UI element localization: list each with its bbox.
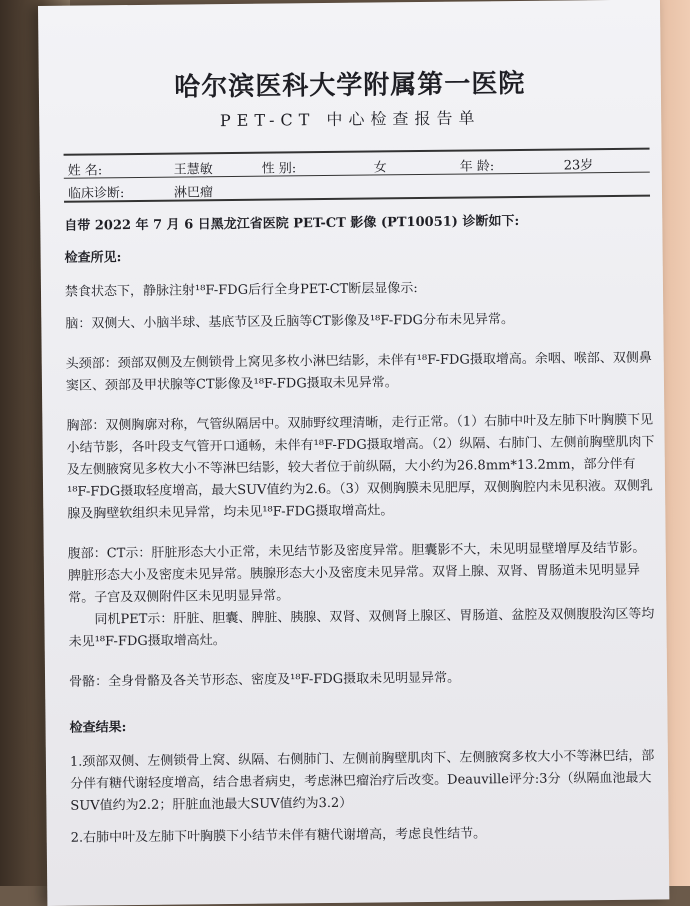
abdomen-pet-paragraph: 同机PET示：肝脏、胆囊、脾脏、胰腺、双肾、双侧肾上腺区、胃肠道、盆腔及双侧腹股沟区等均未见¹⁸F-FDG摄取增高灶。 xyxy=(68,606,655,650)
result-1: 1.颈部双侧、左侧锁骨上窝、纵隔、右侧肺门、左侧前胸壁肌肉下、左侧腋窝多枚大小不等淋巴结，部分伴有糖代谢轻度增高，结合患者病史，考虑淋巴瘤治疗后改变。Deauville评分:3分（纵隔血池最大SUV值约为2.2；肝脏血池最大SUV值约为3.2） xyxy=(69,748,655,814)
bone-paragraph: 骨骼：全身骨骼及各关节形态、密度及¹⁸F-FDG摄取未见明显异常。 xyxy=(69,670,461,690)
patient-gender: 女 xyxy=(373,160,387,176)
patient-info-table xyxy=(64,148,650,203)
fasting-paragraph: 禁食状态下，静脉注射¹⁸F-FDG后行全身PET-CT断层显像示: xyxy=(64,281,418,300)
abdomen-paragraph: 腹部：CT示：肝脏形态大小正常，未见结节影及密度异常。胆囊影不大，未见明显壁增厚及结节影。脾脏形态大小及密度未见异常。胰腺形态大小及密度未见异常。双肾上腺、双肾、胃肠道未见明显异常。子宫及双侧附件区未见明显异常。 xyxy=(67,540,646,606)
report-body xyxy=(64,210,659,860)
hospital-name: 哈尔滨医科大学附属第一医院 xyxy=(174,68,526,103)
results-heading: 检查结果: xyxy=(69,720,127,736)
brain-paragraph: 脑：双侧大、小脑半球、基底节区及丘脑等CT影像及¹⁸F-FDG分布未见异常。 xyxy=(65,312,515,332)
age-label: 年 龄: xyxy=(459,159,495,175)
patient-age: 23岁 xyxy=(563,158,594,174)
head-neck-paragraph: 头颈部：颈部双侧及左侧锁骨上窝见多枚小淋巴结影，未伴有¹⁸F-FDG摄取增高。余咽、喉部、双侧鼻窦区、颈部及甲状腺等CT影像及¹⁸F-FDG摄取未见异常。 xyxy=(65,350,652,394)
clinical-diagnosis: 淋巴瘤 xyxy=(173,185,214,201)
diagnosis-label: 临床诊断: xyxy=(67,186,125,202)
intro-line: 自带 2022 年 7 月 6 日黑龙江省医院 PET-CT 影像 (PT10051) 诊断如下: xyxy=(64,213,520,234)
report-page xyxy=(38,0,669,906)
findings-heading: 检查所见: xyxy=(64,250,122,266)
diagnosis-row xyxy=(64,173,650,203)
name-label: 姓 名: xyxy=(67,163,103,179)
patient-name: 王慧敏 xyxy=(173,162,213,178)
report-title: PET-CT 中心检查报告单 xyxy=(219,108,481,131)
result-2: 2.右肺中叶及左肺下叶胸膜下小结节未伴有糖代谢增高，考虑良性结节。 xyxy=(70,826,487,846)
gender-label: 性 别: xyxy=(261,161,297,177)
chest-paragraph: 胸部：双侧胸廓对称，气管纵隔居中。双肺野纹理清晰，走行正常。（1）右肺中叶及左肺下叶胸膜下见小结节影，各叶段支气管开口通畅，未伴有¹⁸F-FDG摄取增高。（2）纵隔、右肺门、左侧前胸壁肌肉下及左侧腋窝见多枚大小不等淋巴结影，较大者位于前纵隔，大小约为26.8mm*13.2mm，部分伴有¹⁸F-FDG摄取轻度增高，最大SUV值约为2.6。（3）双侧胸膜未见肥厚，双侧胸腔内未见积液。双侧乳腺及胸壁软组织未见异常，均未见¹⁸F-FDG摄取增高灶。 xyxy=(66,412,655,522)
